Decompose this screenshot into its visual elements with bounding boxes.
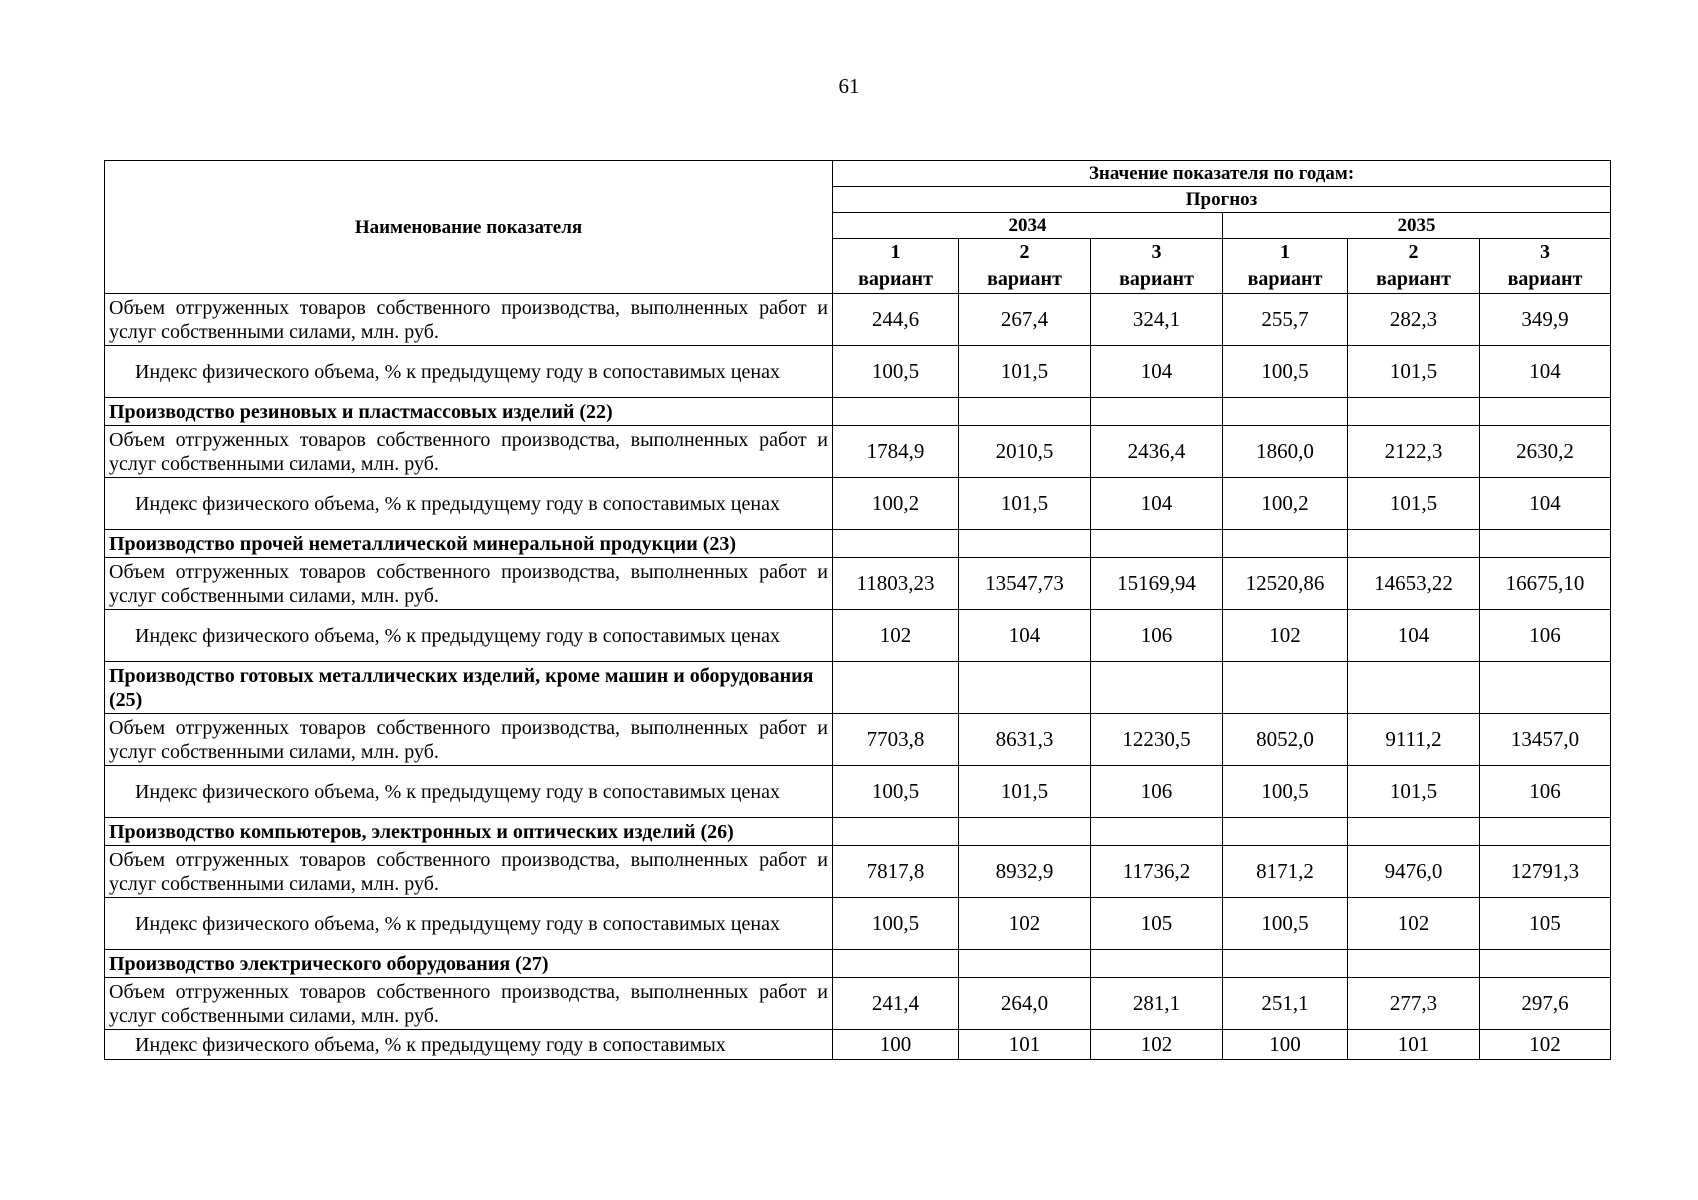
- table-row: [105, 898, 1611, 950]
- value-cell: 104: [1348, 610, 1480, 662]
- value-cell: 106: [1091, 610, 1223, 662]
- value-cell: [1223, 530, 1348, 558]
- value-cell: 14653,22: [1348, 558, 1480, 610]
- section-title: Производство готовых металлических изделий, кроме машин и оборудования (25): [105, 662, 833, 714]
- value-cell: 104: [1480, 478, 1611, 530]
- value-cell: 8631,3: [959, 714, 1091, 766]
- value-cell: 106: [1480, 610, 1611, 662]
- value-cell: [1348, 530, 1480, 558]
- indicator-label: Индекс физического объема, % к предыдущему году в сопоставимых ценах: [105, 610, 833, 662]
- variant-word: вариант: [1376, 268, 1451, 290]
- section-row: [105, 818, 1611, 846]
- value-cell: [1091, 398, 1223, 426]
- header-variant: [1091, 239, 1223, 294]
- value-cell: 102: [833, 610, 959, 662]
- variant-word: вариант: [987, 268, 1062, 290]
- indicator-label: Объем отгруженных товаров собственного производства, выполненных работ и услуг собственными силами, млн. руб.: [105, 426, 833, 478]
- value-cell: 104: [1091, 346, 1223, 398]
- value-cell: 281,1: [1091, 978, 1223, 1030]
- indicator-label: Индекс физического объема, % к предыдущему году в сопоставимых ценах: [105, 766, 833, 818]
- table-row: [105, 766, 1611, 818]
- value-cell: 9111,2: [1348, 714, 1480, 766]
- value-cell: [1091, 818, 1223, 846]
- value-cell: 100,5: [833, 898, 959, 950]
- value-cell: 105: [1091, 898, 1223, 950]
- table-row: [105, 558, 1611, 610]
- variant-word: вариант: [1247, 268, 1323, 290]
- header-group-title: Значение показателя по годам:: [833, 161, 1611, 187]
- value-cell: [1091, 950, 1223, 978]
- value-cell: 101,5: [959, 346, 1091, 398]
- value-cell: 277,3: [1348, 978, 1480, 1030]
- value-cell: 282,3: [1348, 294, 1480, 346]
- value-cell: 100,5: [1223, 766, 1348, 818]
- value-cell: [1091, 662, 1223, 714]
- indicator-label: Объем отгруженных товаров собственного производства, выполненных работ и услуг собственными силами, млн. руб.: [105, 714, 833, 766]
- header-forecast: Прогноз: [833, 187, 1611, 213]
- value-cell: 100,5: [1223, 898, 1348, 950]
- indicator-table: [104, 160, 1611, 1060]
- header-variant: [833, 239, 959, 294]
- value-cell: 102: [1223, 610, 1348, 662]
- value-cell: [1223, 818, 1348, 846]
- table-row: [105, 346, 1611, 398]
- value-cell: 100,5: [1223, 346, 1348, 398]
- table-row: [105, 846, 1611, 898]
- value-cell: 1784,9: [833, 426, 959, 478]
- value-cell: 102: [1480, 1030, 1611, 1060]
- section-title: Производство резиновых и пластмассовых изделий (22): [105, 398, 833, 426]
- header-year-2035: 2035: [1223, 213, 1611, 239]
- indicator-label: Объем отгруженных товаров собственного производства, выполненных работ и услуг собственными силами, млн. руб.: [105, 978, 833, 1030]
- variant-number: 3: [1540, 241, 1551, 263]
- value-cell: [1480, 530, 1611, 558]
- header-variant: [1223, 239, 1348, 294]
- variant-number: 1: [1280, 241, 1290, 263]
- value-cell: 102: [959, 898, 1091, 950]
- value-cell: [959, 818, 1091, 846]
- section-row: [105, 530, 1611, 558]
- value-cell: 13547,73: [959, 558, 1091, 610]
- value-cell: 106: [1091, 766, 1223, 818]
- value-cell: [1223, 662, 1348, 714]
- variant-number: 2: [1019, 241, 1030, 263]
- value-cell: 104: [1480, 346, 1611, 398]
- indicator-label: Индекс физического объема, % к предыдущему году в сопоставимых ценах: [105, 898, 833, 950]
- value-cell: 1860,0: [1223, 426, 1348, 478]
- value-cell: 2010,5: [959, 426, 1091, 478]
- header-variant: [1348, 239, 1480, 294]
- value-cell: [1223, 950, 1348, 978]
- value-cell: 100: [1223, 1030, 1348, 1060]
- value-cell: 9476,0: [1348, 846, 1480, 898]
- value-cell: 100: [833, 1030, 959, 1060]
- indicator-label: Индекс физического объема, % к предыдущему году в сопоставимых ценах: [105, 346, 833, 398]
- value-cell: 12520,86: [1223, 558, 1348, 610]
- value-cell: 101,5: [1348, 346, 1480, 398]
- value-cell: 100,2: [1223, 478, 1348, 530]
- value-cell: 255,7: [1223, 294, 1348, 346]
- value-cell: 264,0: [959, 978, 1091, 1030]
- value-cell: 15169,94: [1091, 558, 1223, 610]
- value-cell: [833, 662, 959, 714]
- header-indicator-name: Наименование показателя: [105, 161, 833, 294]
- value-cell: 102: [1348, 898, 1480, 950]
- value-cell: [959, 662, 1091, 714]
- value-cell: [1480, 662, 1611, 714]
- indicator-label: Объем отгруженных товаров собственного производства, выполненных работ и услуг собственными силами, млн. руб.: [105, 558, 833, 610]
- value-cell: 101,5: [1348, 478, 1480, 530]
- value-cell: 100,5: [833, 346, 959, 398]
- value-cell: 267,4: [959, 294, 1091, 346]
- value-cell: 7703,8: [833, 714, 959, 766]
- value-cell: 101,5: [959, 478, 1091, 530]
- value-cell: 101: [1348, 1030, 1480, 1060]
- section-title: Производство электрического оборудования (27): [105, 950, 833, 978]
- variant-word: вариант: [1507, 268, 1583, 290]
- value-cell: 241,4: [833, 978, 959, 1030]
- value-cell: 7817,8: [833, 846, 959, 898]
- table-row: [105, 610, 1611, 662]
- value-cell: [1348, 398, 1480, 426]
- value-cell: 2436,4: [1091, 426, 1223, 478]
- variant-number: 3: [1151, 241, 1162, 263]
- value-cell: 8052,0: [1223, 714, 1348, 766]
- value-cell: 102: [1091, 1030, 1223, 1060]
- value-cell: 8171,2: [1223, 846, 1348, 898]
- value-cell: [1348, 818, 1480, 846]
- value-cell: 11736,2: [1091, 846, 1223, 898]
- table-row: [105, 714, 1611, 766]
- page-number: 61: [838, 74, 860, 98]
- value-cell: 104: [959, 610, 1091, 662]
- table-row: [105, 294, 1611, 346]
- indicator-label: Объем отгруженных товаров собственного производства, выполненных работ и услуг собственными силами, млн. руб.: [105, 294, 833, 346]
- value-cell: 100,5: [833, 766, 959, 818]
- value-cell: 244,6: [833, 294, 959, 346]
- table-row: [105, 478, 1611, 530]
- value-cell: 324,1: [1091, 294, 1223, 346]
- table-row: [105, 426, 1611, 478]
- indicator-label: Индекс физического объема, % к предыдущему году в сопоставимых: [105, 1030, 833, 1060]
- section-title: Производство прочей неметаллической минеральной продукции (23): [105, 530, 833, 558]
- value-cell: 297,6: [1480, 978, 1611, 1030]
- value-cell: 106: [1480, 766, 1611, 818]
- value-cell: 101,5: [959, 766, 1091, 818]
- value-cell: 2630,2: [1480, 426, 1611, 478]
- table-row: [105, 978, 1611, 1030]
- value-cell: [833, 818, 959, 846]
- value-cell: [833, 398, 959, 426]
- value-cell: 104: [1091, 478, 1223, 530]
- header-variant: [1480, 239, 1611, 294]
- value-cell: 251,1: [1223, 978, 1348, 1030]
- value-cell: 12791,3: [1480, 846, 1611, 898]
- variant-word: вариант: [858, 268, 933, 290]
- value-cell: 101,5: [1348, 766, 1480, 818]
- variant-word: вариант: [1119, 268, 1194, 290]
- section-row: [105, 398, 1611, 426]
- value-cell: 349,9: [1480, 294, 1611, 346]
- section-title: Производство компьютеров, электронных и оптических изделий (26): [105, 818, 833, 846]
- value-cell: [833, 530, 959, 558]
- value-cell: 105: [1480, 898, 1611, 950]
- section-row: [105, 950, 1611, 978]
- variant-number: 1: [890, 241, 901, 263]
- table-row: [105, 1030, 1611, 1060]
- value-cell: 16675,10: [1480, 558, 1611, 610]
- indicator-label: Объем отгруженных товаров собственного производства, выполненных работ и услуг собственными силами, млн. руб.: [105, 846, 833, 898]
- header-variant: [959, 239, 1091, 294]
- value-cell: [1480, 950, 1611, 978]
- value-cell: [1480, 818, 1611, 846]
- value-cell: [959, 398, 1091, 426]
- value-cell: [959, 950, 1091, 978]
- value-cell: 12230,5: [1091, 714, 1223, 766]
- value-cell: [1348, 950, 1480, 978]
- value-cell: 101: [959, 1030, 1091, 1060]
- value-cell: [1480, 398, 1611, 426]
- table-body: [105, 294, 1611, 1060]
- value-cell: [1223, 398, 1348, 426]
- value-cell: [959, 530, 1091, 558]
- value-cell: [1091, 530, 1223, 558]
- variant-number: 2: [1408, 241, 1419, 263]
- value-cell: [1348, 662, 1480, 714]
- value-cell: 100,2: [833, 478, 959, 530]
- value-cell: 11803,23: [833, 558, 959, 610]
- indicator-label: Индекс физического объема, % к предыдущему году в сопоставимых ценах: [105, 478, 833, 530]
- section-row: [105, 662, 1611, 714]
- value-cell: 2122,3: [1348, 426, 1480, 478]
- value-cell: 13457,0: [1480, 714, 1611, 766]
- value-cell: 8932,9: [959, 846, 1091, 898]
- header-year-2034: 2034: [833, 213, 1223, 239]
- value-cell: [833, 950, 959, 978]
